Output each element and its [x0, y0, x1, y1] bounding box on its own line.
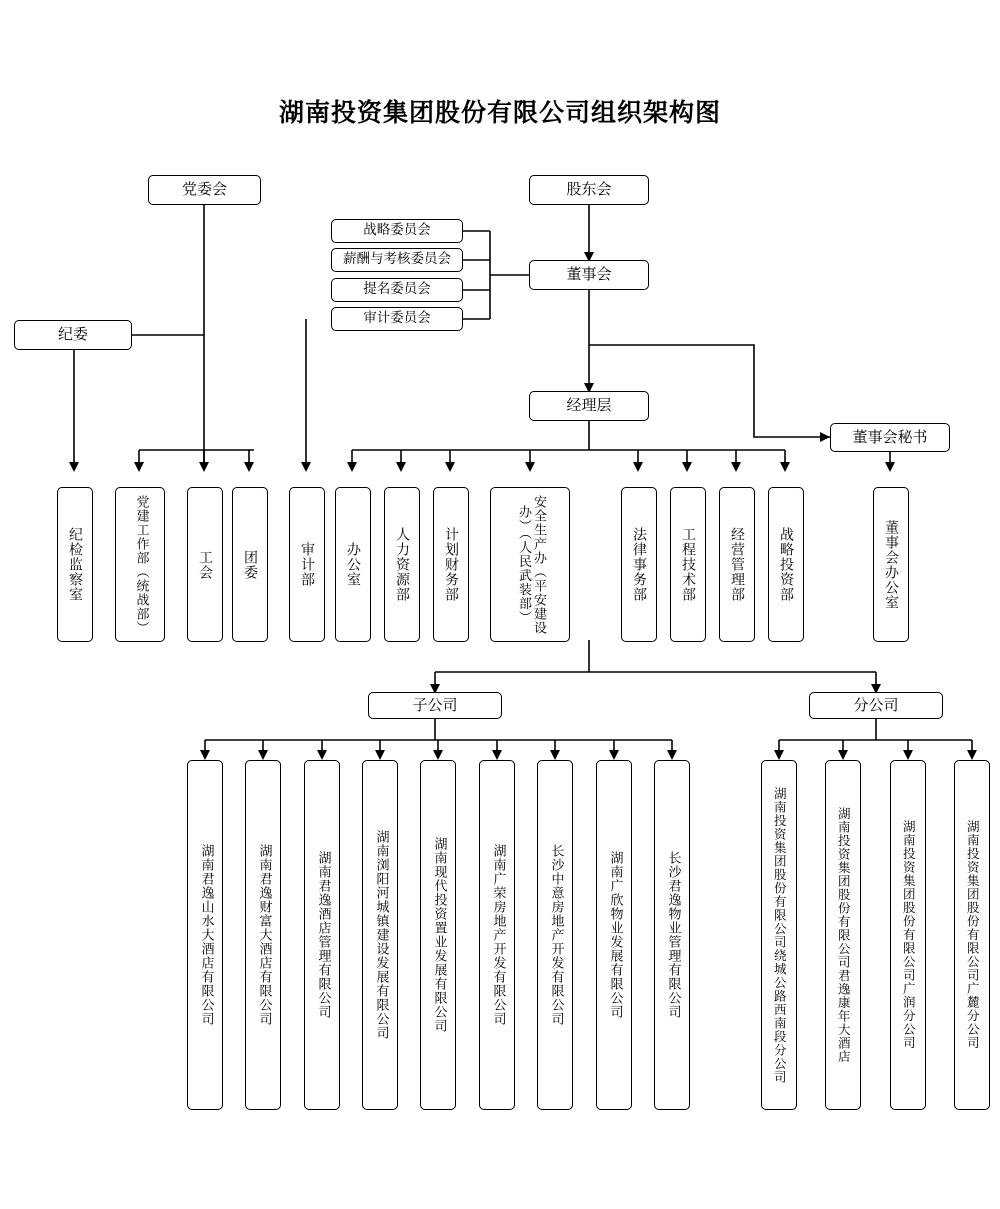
branch-box[interactable]: 湖南投资集团股份有限公司君逸康年大酒店 — [825, 760, 861, 1110]
node-subsidiaries-group[interactable]: 子公司 — [368, 692, 502, 719]
node-board-of-directors[interactable]: 董事会 — [529, 260, 649, 290]
department-box[interactable]: 审计部 — [289, 487, 325, 642]
branch-box[interactable]: 湖南投资集团股份有限公司绕城公路西南段分公司 — [761, 760, 797, 1110]
department-box[interactable]: 董事会办公室 — [873, 487, 909, 642]
page-title: 湖南投资集团股份有限公司组织架构图 — [278, 98, 721, 127]
department-box[interactable]: 工程技术部 — [670, 487, 706, 642]
subsidiary-box[interactable]: 湖南广欣物业发展有限公司 — [596, 760, 632, 1110]
subsidiary-box[interactable]: 长沙君逸物业管理有限公司 — [654, 760, 690, 1110]
subsidiary-box[interactable]: 湖南浏阳河城镇建设发展有限公司 — [362, 760, 398, 1110]
node-party-committee[interactable]: 党委会 — [148, 175, 261, 205]
node-strategy-committee[interactable]: 战略委员会 — [331, 219, 463, 243]
subsidiary-box[interactable]: 湖南君逸酒店管理有限公司 — [304, 760, 340, 1110]
department-box[interactable]: 战略投资部 — [768, 487, 804, 642]
node-shareholders-meeting[interactable]: 股东会 — [529, 175, 649, 205]
node-discipline-committee[interactable]: 纪委 — [14, 320, 132, 350]
subsidiary-box[interactable]: 湖南广荣房地产开发有限公司 — [479, 760, 515, 1110]
department-box[interactable]: 团委 — [232, 487, 268, 642]
department-box[interactable]: 法律事务部 — [621, 487, 657, 642]
subsidiary-box[interactable]: 长沙中意房地产开发有限公司 — [537, 760, 573, 1110]
department-box[interactable]: 安全生产办（平安建设办）（人民武装部） — [490, 487, 570, 642]
node-compensation-committee[interactable]: 薪酬与考核委员会 — [331, 248, 463, 272]
subsidiary-box[interactable]: 湖南现代投资置业发展有限公司 — [420, 760, 456, 1110]
node-board-secretary[interactable]: 董事会秘书 — [830, 423, 950, 452]
branch-box[interactable]: 湖南投资集团股份有限公司广润分公司 — [890, 760, 926, 1110]
department-box[interactable]: 计划财务部 — [433, 487, 469, 642]
subsidiary-box[interactable]: 湖南君逸山水大酒店有限公司 — [187, 760, 223, 1110]
branch-box[interactable]: 湖南投资集团股份有限公司广麓分公司 — [954, 760, 990, 1110]
department-box[interactable]: 党建工作部（统战部） — [115, 487, 165, 642]
node-audit-committee[interactable]: 审计委员会 — [331, 307, 463, 331]
department-box[interactable]: 经营管理部 — [719, 487, 755, 642]
node-nomination-committee[interactable]: 提名委员会 — [331, 278, 463, 302]
subsidiary-box[interactable]: 湖南君逸财富大酒店有限公司 — [245, 760, 281, 1110]
node-branches-group[interactable]: 分公司 — [809, 692, 943, 719]
node-management-level[interactable]: 经理层 — [529, 391, 649, 421]
department-box[interactable]: 办公室 — [335, 487, 371, 642]
department-box[interactable]: 人力资源部 — [384, 487, 420, 642]
department-box[interactable]: 工会 — [187, 487, 223, 642]
department-box[interactable]: 纪检监察室 — [57, 487, 93, 642]
